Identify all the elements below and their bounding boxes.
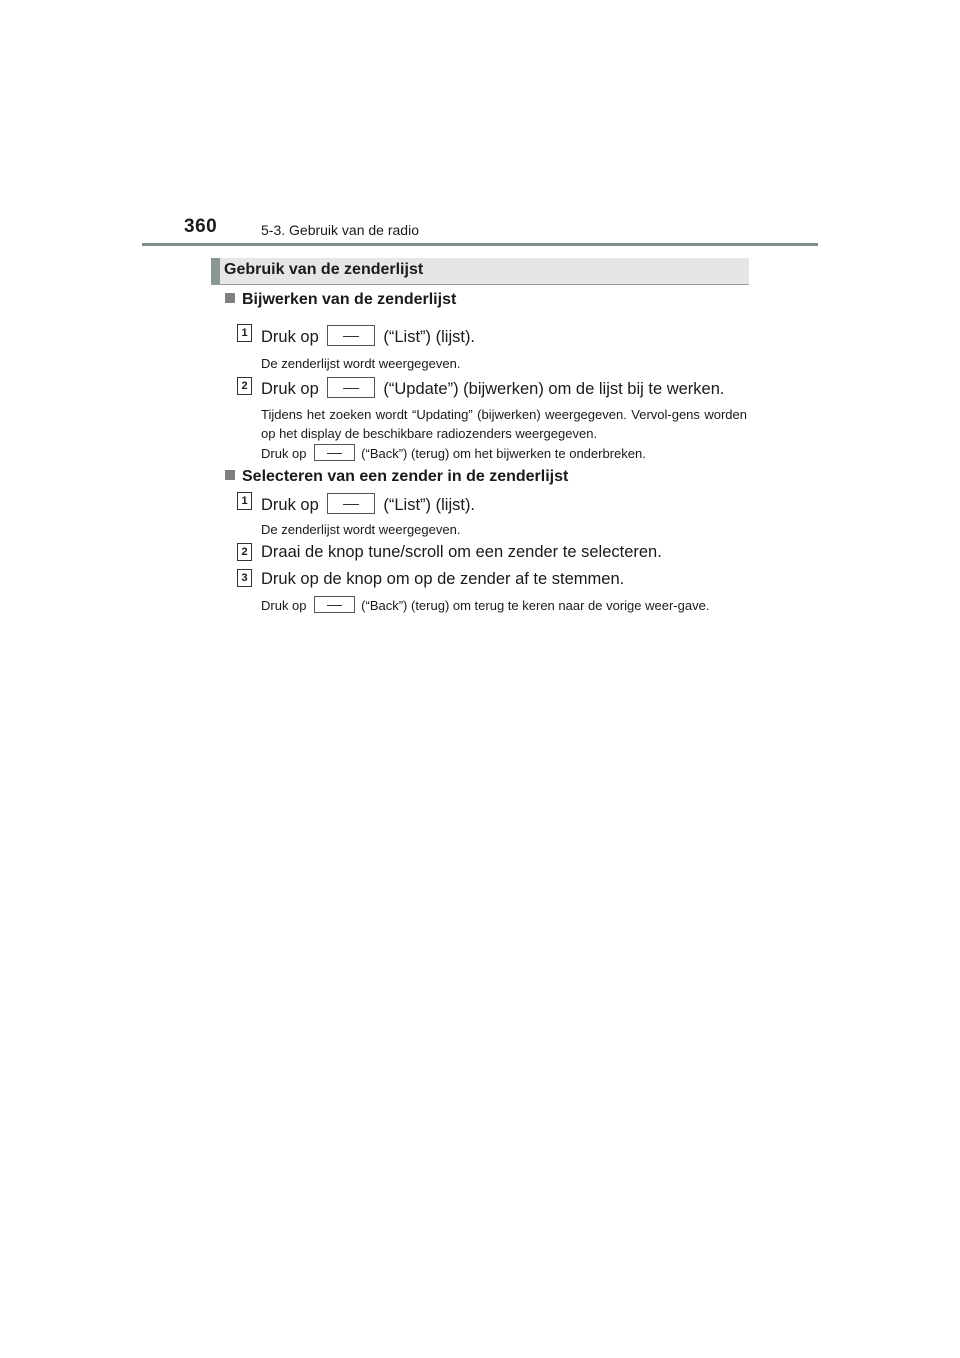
step-note [261, 444, 646, 463]
step-note-paragraph [261, 596, 747, 615]
step-badge: 2 [237, 543, 252, 561]
note-text-post: (“Back”) (terug) om het bijwerken te onderbreken. [361, 446, 646, 461]
section-title: 5-3. Gebruik van de radio [261, 222, 419, 238]
note-text-pre: Druk op [261, 598, 307, 613]
sub-heading-update [225, 291, 456, 309]
step-badge: 1 [237, 324, 252, 342]
step-badge: 3 [237, 569, 252, 587]
sub-heading-text: Selecteren van een zender in de zenderlijst [242, 468, 569, 485]
step-text-pre: Druk op [261, 380, 319, 398]
step-line: Draai de knop tune/scroll om een zender te selecteren. [261, 543, 662, 561]
list-button-icon [327, 493, 375, 514]
step-text-pre: Druk op [261, 328, 319, 346]
section-heading-bar [211, 258, 749, 285]
step-text-pre: Druk op [261, 496, 319, 514]
step-note: De zenderlijst wordt weergegeven. [261, 522, 461, 537]
heading-accent [211, 258, 220, 284]
step-note-paragraph: Tijdens het zoeken wordt “Updating” (bijwerken) weergegeven. Vervol-gens worden op het display de beschikbare radiozenders weergegeven. [261, 407, 747, 441]
step-text-post: (“List”) (lijst). [383, 328, 476, 346]
section-heading: Gebruik van de zenderlijst [224, 261, 424, 278]
note-text-pre: Druk op [261, 446, 307, 461]
back-button-icon [314, 596, 355, 613]
step-line [261, 377, 725, 399]
list-button-icon [327, 325, 375, 346]
bullet-square-icon [225, 470, 235, 480]
step-badge: 2 [237, 377, 252, 395]
step-line: Druk op de knop om op de zender af te stemmen. [261, 570, 625, 588]
page-number: 360 [184, 216, 218, 237]
back-button-icon [314, 444, 355, 461]
header-rule [142, 243, 818, 246]
sub-heading-select [225, 468, 568, 486]
step-line [261, 325, 475, 347]
step-badge: 1 [237, 492, 252, 510]
sub-heading-text: Bijwerken van de zenderlijst [242, 291, 457, 308]
bullet-square-icon [225, 293, 235, 303]
step-note: De zenderlijst wordt weergegeven. [261, 356, 461, 371]
note-text-post: (“Back”) (terug) om terug te keren naar de vorige weer-gave. [361, 598, 710, 613]
step-text-post: (“List”) (lijst). [383, 496, 476, 514]
step-line [261, 493, 475, 515]
step-text-post: (“Update”) (bijwerken) om de lijst bij te werken. [383, 380, 725, 398]
update-button-icon [327, 377, 375, 398]
